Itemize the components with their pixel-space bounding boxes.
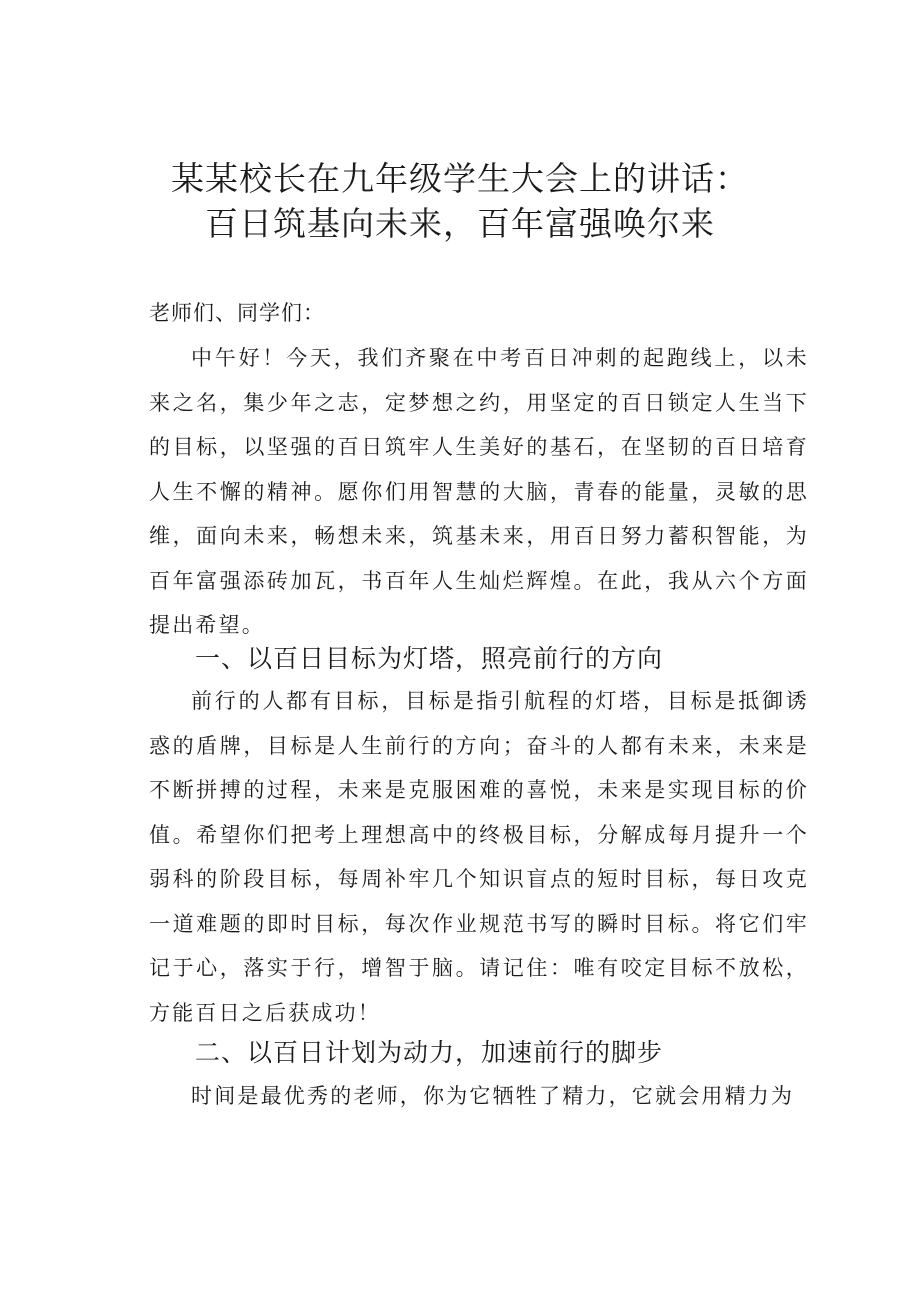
title-line-2: 百日筑基向未来，百年富强唤尔来: [205, 204, 715, 243]
paragraph-section-1: 前行的人都有目标，目标是指引航程的灯塔，目标是抵御诱惑的盾牌，目标是人生前行的方向；奋斗的人都有未来，未来是不断拼搏的过程，未来是克服困难的喜悦，未来是实现目标的价值。希望你们把考上理想高中的终极目标，分解成每月提升一个弱科的阶段目标，每周补牢几个知识盲点的短时目标，每日攻克一道难题的即时目标，每次作业规范书写的瞬时目标。将它们牢记于心，落实于行，增智于脑。请记住：唯有咬定目标不放松，方能百日之后获成功！: [149, 689, 809, 1025]
greeting: 老师们、同学们：: [149, 301, 325, 325]
section-heading-1: 一、以百日目标为灯塔，照亮前行的方向: [195, 644, 664, 673]
section-heading-2: 二、以百日计划为动力，加速前行的脚步: [195, 1038, 664, 1067]
paragraph-section-2: 时间是最优秀的老师，你为它牺牲了精力，它就会用精力为: [191, 1084, 795, 1108]
title-line-1: 某某校长在九年级学生大会上的讲话：: [171, 159, 749, 198]
paragraph-opening: 中午好！今天，我们齐聚在中考百日冲刺的起跑线上，以未来之名，集少年之志，定梦想之约，用坚定的百日锁定人生当下的目标，以坚强的百日筑牢人生美好的基石，在坚韧的百日培育人生不懈的精神。愿你们用智慧的大脑，青春的能量，灵敏的思维，面向未来，畅想未来，筑基未来，用百日努力蓄积智能，为百年富强添砖加瓦，书百年人生灿烂辉煌。在此，我从六个方面提出希望。: [149, 346, 809, 637]
